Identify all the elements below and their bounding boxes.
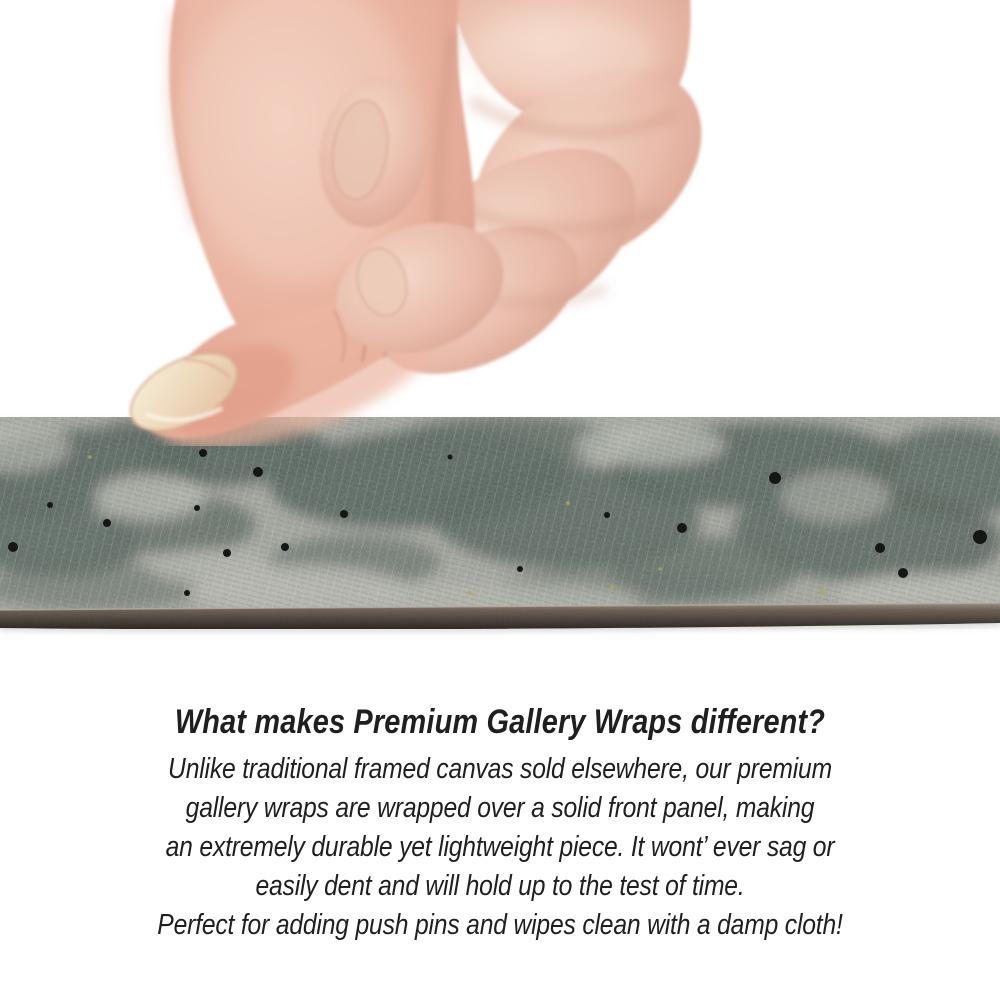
hand: [118, 0, 739, 446]
info-body-line: an extremely durable yet lightweight piece. It wont’ ever sag or: [165, 831, 835, 863]
knuckle-highlight: [465, 13, 655, 97]
photo-hand-pressing-canvas: [0, 0, 1000, 446]
info-body-line: Unlike traditional framed canvas sold elsewhere, our premium: [168, 753, 832, 785]
canvas-grain-fine: [0, 417, 1000, 615]
info-body-line: easily dent and will hold up to the test of time.: [255, 870, 745, 902]
hand-photo-svg: [0, 0, 1000, 446]
canvas-texture-svg: [0, 417, 1000, 629]
info-body-line: gallery wraps are wrapped over a solid front panel, making: [185, 792, 815, 824]
info-body-line: Perfect for adding push pins and wipes clean with a damp cloth!: [157, 909, 843, 941]
info-heading: What makes Premium Gallery Wraps different?: [174, 703, 826, 741]
photo-canvas-panel-edge: [0, 417, 1000, 629]
info-text-block: [75, 700, 925, 945]
edge-grain: [0, 597, 1000, 629]
